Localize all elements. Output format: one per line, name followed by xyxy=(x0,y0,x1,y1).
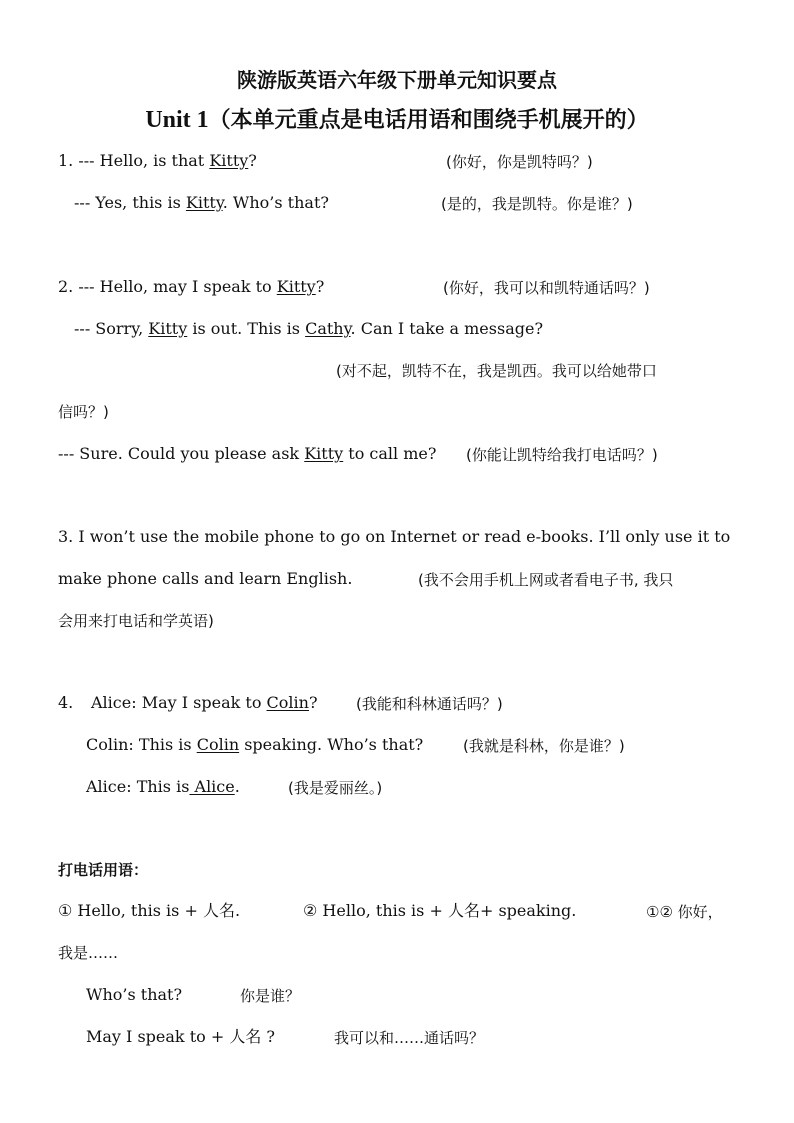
s2-line-c: --- Sure. Could you please ask Kitty to call me? xyxy=(58,444,437,463)
s3-line-3-zh: 会用来打电话和学英语) xyxy=(58,612,214,630)
s2-line-b: --- Sorry, Kitty is out. This is Cathy. Can I take a message? xyxy=(74,319,544,338)
name-alice: Alice xyxy=(189,777,235,796)
s2-line-b-zh2: 信吗？) xyxy=(58,403,109,421)
name-kitty: Kitty xyxy=(185,193,223,212)
s2-line-a: 2. --- Hello, may I speak to Kitty? xyxy=(58,277,325,296)
s2-line-a-zh: (你好，我可以和凯特通话吗？) xyxy=(443,279,650,297)
s1-line-a: 1. --- Hello, is that Kitty? xyxy=(58,151,257,170)
name-cathy: Cathy xyxy=(305,319,351,338)
s3-line-2-zh: (我不会用手机上网或者看电子书, 我只 xyxy=(418,571,674,589)
document-title: 陕游版英语六年级下册单元知识要点 xyxy=(237,68,557,92)
phrase-may-i-speak-zh: 我可以和……通话吗？ xyxy=(334,1029,485,1047)
phrase-1: ① Hello, this is + 人名. xyxy=(58,901,241,920)
s4-line-b-zh: (我就是科林，你是谁？) xyxy=(463,737,625,755)
phrase-2: ② Hello, this is + 人名+ speaking. xyxy=(303,901,577,920)
s1-line-b-zh: (是的，我是凯特。你是谁？) xyxy=(441,195,633,213)
phrase-1-2-meaning-cont: 我是…… xyxy=(58,944,119,962)
s4-number: 4. xyxy=(58,693,74,712)
name-kitty: Kitty xyxy=(209,151,249,170)
phrase-whos-that: Who’s that? xyxy=(86,985,183,1004)
name-colin: Colin xyxy=(196,735,240,754)
s4-line-a-zh: (我能和科林通话吗？) xyxy=(356,695,503,713)
s1-line-b: --- Yes, this is Kitty. Who’s that? xyxy=(74,193,329,212)
s4-line-c-zh: (我是爱丽丝。) xyxy=(288,779,383,797)
s2-line-b-zh1: (对不起，凯特不在，我是凯西。我可以给她带口 xyxy=(336,362,657,380)
s4-line-a: Alice: May I speak to Colin? xyxy=(91,693,318,712)
s4-line-c: Alice: This is Alice. xyxy=(86,777,240,796)
name-kitty: Kitty xyxy=(148,319,188,338)
unit-note: （本单元重点是电话用语和围绕手机展开的） xyxy=(208,108,649,133)
phrase-may-i-speak: May I speak to + 人名 ? xyxy=(86,1027,276,1046)
phrase-whos-that-zh: 你是谁？ xyxy=(240,987,301,1005)
phrases-heading: 打电话用语： xyxy=(58,861,149,879)
unit-heading xyxy=(0,103,794,134)
name-kitty: Kitty xyxy=(304,444,344,463)
name-colin: Colin xyxy=(266,693,309,712)
s3-line-1: 3. I won’t use the mobile phone to go on Internet or read e-books. I’ll only use it to xyxy=(58,527,731,546)
s2-line-c-zh: (你能让凯特给我打电话吗？) xyxy=(466,446,658,464)
s4-line-b: Colin: This is Colin speaking. Who’s that? xyxy=(86,735,424,754)
unit-label: Unit 1 xyxy=(145,107,209,133)
name-kitty: Kitty xyxy=(276,277,316,296)
phrase-1-2-meaning: ①② 你好， xyxy=(646,903,723,921)
s3-line-2: make phone calls and learn English. xyxy=(58,569,353,588)
s1-line-a-zh: (你好，你是凯特吗？) xyxy=(446,153,593,171)
